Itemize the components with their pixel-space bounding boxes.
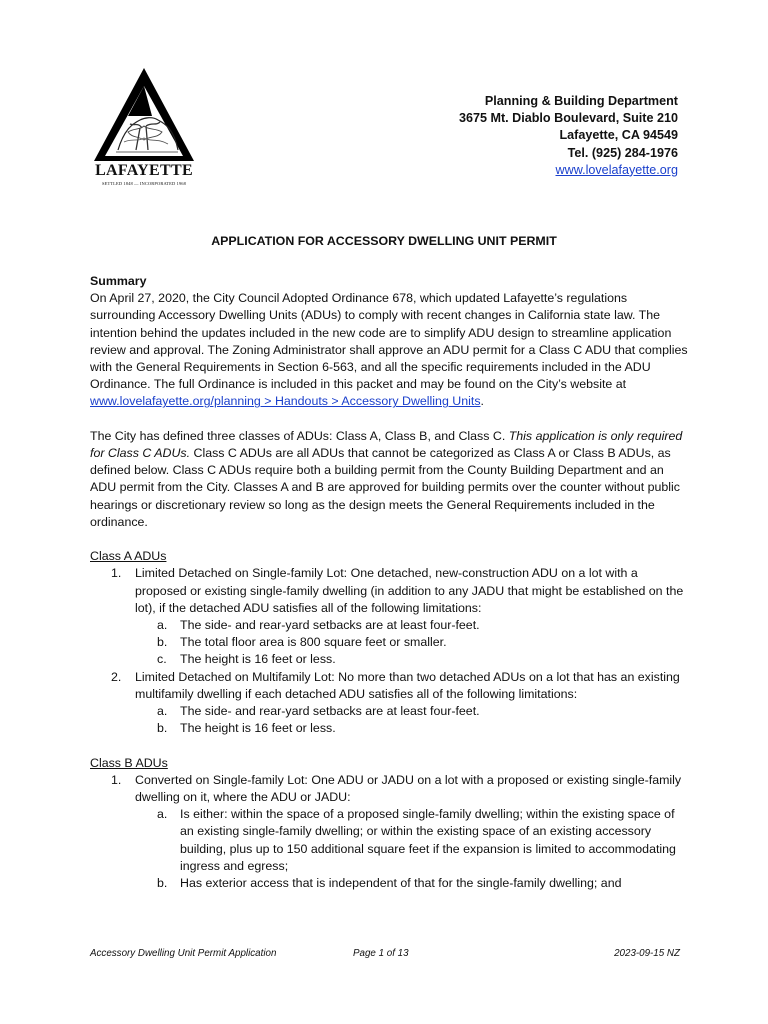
summary-end: . — [480, 394, 484, 409]
document-body — [90, 273, 690, 892]
city-logo — [88, 66, 200, 190]
classes-lead: The City has defined three classes of ADUs: Class A, Class B, and Class C. — [90, 428, 509, 443]
list-number: 1. — [111, 566, 122, 581]
footer-page-number: Page 1 of 13 — [353, 948, 409, 959]
class-b-list — [90, 772, 690, 892]
list-item — [90, 772, 690, 806]
footer-document-title: Accessory Dwelling Unit Permit Application — [90, 948, 277, 959]
summary-text: On April 27, 2020, the City Council Adopted Ordinance 678, which updated Lafayette’s regulations surrounding Accessory Dwelling Units (ADUs) to comply with recent changes in California state law. The intention behind the updates included in the new code are to simplify ADU design to streamline application review and approval. The Zoning Administrator shall approve an ADU permit for a Class C ADU that complies with the General Requirements in Section 6-563, and all the specific requirements included in the ADU Ordinance. The full Ordinance is included in this packet and may be found on the City’s website at — [90, 291, 688, 392]
department-phone: Tel. (925) 284-1976 — [567, 145, 678, 160]
list-number: 1. — [111, 772, 122, 787]
sub-list-letter: b. — [157, 635, 168, 650]
sub-list-item — [90, 617, 690, 634]
class-a-list — [90, 565, 690, 737]
sub-list-item-text: The side- and rear-yard setbacks are at least four-feet. — [180, 618, 480, 633]
sub-list-letter: a. — [157, 618, 168, 633]
logo-tagline: SETTLED 1848 — INCORPORATED 1968 — [102, 181, 186, 186]
list-item — [90, 565, 690, 617]
triangle-tree-emblem-icon — [88, 66, 200, 162]
sub-list-item-text: The height is 16 feet or less. — [180, 721, 336, 736]
sub-list-item-text: Has exterior access that is independent of that for the single-family dwelling; and — [180, 876, 622, 891]
summary-heading: Summary — [90, 274, 147, 288]
footer-revision-date: 2023-09-15 NZ — [614, 948, 680, 959]
list-item — [90, 669, 690, 703]
list-item-text: Converted on Single-family Lot: One ADU or JADU on a lot with a proposed or existing single-family dwelling on it, where the ADU or JADU: — [135, 772, 682, 805]
sub-list-item — [90, 703, 690, 720]
sub-list-item — [90, 634, 690, 651]
department-address-block — [459, 93, 678, 179]
page-title: APPLICATION FOR ACCESSORY DWELLING UNIT PERMIT — [211, 234, 557, 248]
sub-list-item — [90, 651, 690, 668]
department-address-line1: 3675 Mt. Diablo Boulevard, Suite 210 — [458, 111, 678, 126]
sub-list-letter: a. — [157, 704, 168, 719]
adu-handouts-link[interactable]: www.lovelafayette.org/planning > Handouts > Accessory Dwelling Units — [90, 394, 481, 409]
list-item-text: Limited Detached on Multifamily Lot: No more than two detached ADUs on a lot that has an existing multifamily dwelling if each detached ADU satisfies all of the following limitations: — [135, 669, 680, 701]
department-address-line2: Lafayette, CA 94549 — [559, 128, 678, 143]
list-item-text: Limited Detached on Single-family Lot: One detached, new-construction ADU on a lot with a proposed or existing single-family dwelling (in addition to any JADU that might be established on the lot), if the detached ADU satisfies all of the following limitations: — [135, 566, 684, 615]
sub-list-item-text: The height is 16 feet or less. — [180, 652, 336, 667]
summary-paragraph — [90, 290, 690, 410]
sub-list-letter: b. — [157, 721, 168, 736]
sub-list-item — [90, 720, 690, 737]
sub-list-letter: c. — [157, 652, 167, 667]
list-number: 2. — [111, 669, 122, 684]
classes-rest: Class C ADUs are all ADUs that cannot be categorized as Class A or Class B ADUs, as defined below. Class C ADUs require both a building permit from the County Building Department and an ADU permit from the City. Classes A and B are approved for building permits over the counter without public hearings or discretionary review so long as the design meets the General Requirements included in the ordinance. — [90, 446, 680, 529]
class-a-heading: Class A ADUs — [90, 549, 167, 564]
classes-paragraph — [90, 428, 690, 531]
sub-list-item — [90, 875, 690, 892]
sub-list-item — [90, 806, 690, 875]
sub-list-letter: b. — [157, 876, 168, 891]
department-name: Planning & Building Department — [484, 94, 678, 108]
sub-list-item-text: The total floor area is 800 square feet or smaller. — [180, 635, 447, 650]
sub-list-letter: a. — [157, 807, 168, 822]
classes-emphasis: This application is only required for Class C ADUs. — [90, 428, 683, 461]
sub-list-item-text: Is either: within the space of a proposed single-family dwelling; within the existing space of an existing single-family dwelling; or within the existing space of an existing accessory building, plus up to 150 additional square feet if the expansion is limited to accommodating ingress and egress; — [180, 807, 676, 873]
class-b-heading: Class B ADUs — [90, 755, 168, 770]
sub-list-item-text: The side- and rear-yard setbacks are at least four-feet. — [180, 704, 480, 719]
department-website-link[interactable]: www.lovelafayette.org — [555, 162, 678, 177]
logo-wordmark: LAFAYETTE — [95, 162, 193, 179]
